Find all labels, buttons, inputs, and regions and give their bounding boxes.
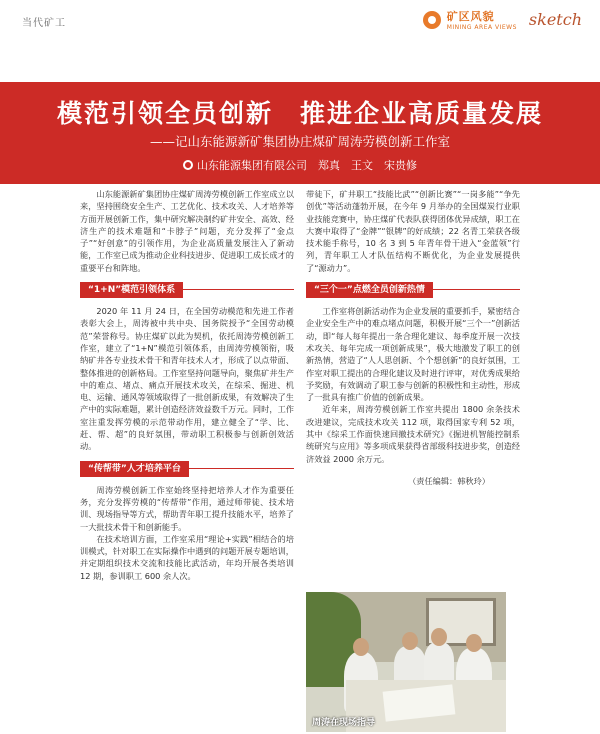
intro-paragraph: 山东能源新矿集团协庄煤矿周涛劳模创新工作室成立以来，坚持围绕安全生产、工艺优化、技术攻关、人才培养等方面开展创新工作，集中研究解决制约矿井安全、高效、经济生产的技术难题和“卡脖子”问题，充分发挥了“金点子”“好创意”的引领作用，为企业高质量发展注入了新动能，工作室已成为推动企业科技进步、促进职工成长成才的重要平台和阵地。 <box>80 189 294 273</box>
article-photo <box>306 592 506 732</box>
article-subtitle: ——记山东能源新矿集团协庄煤矿周涛劳模创新工作室 <box>149 134 450 149</box>
article-byline: 山东能源集团有限公司 郑真 王文 宋贵修 <box>0 157 600 173</box>
section-header-2 <box>80 461 294 477</box>
paragraph: 带徒下，矿井职工“技能比武”“创新比赛”“一岗多能”“争先创优”等活动蓬勃开展，在今年 9 月举办的全国煤炭行业职业技能竞赛中，协庄煤矿代表队获得团体优异成绩，职工在大赛中取得了“金牌”“银牌”的好成绩；22 名青工荣获各级技术能手称号，10 名 3 到 5 年青年骨干进入“金蓝领”行列，青年职工人才队伍结构不断优化，为企业发展提供了“源动力”。 <box>306 189 520 273</box>
photo-caption: 周涛在现场指导 <box>312 718 376 728</box>
paragraph: 近年来，周涛劳模创新工作室共提出 1800 余条技术改进建议，完成技术攻关 112 项，取得国家专利 52 项，其中《综采工作面快速回撤技术研究》《掘进机智能控制系统研究与应用》等多项成果获得省部级科技进步奖，创造经济效益 2000 余万元。 <box>306 404 520 464</box>
paragraph: 周涛劳模创新工作室始终坚持把培养人才作为重要任务，充分发挥劳模的“传帮带”作用，通过师带徒、技术培训、现场指导等方式，帮助青年职工提升技能水平，培养了一大批技术骨干和创新能手。 <box>80 484 294 532</box>
byline-icon <box>183 160 193 170</box>
brand-script-logo: sketch <box>528 10 582 29</box>
section-title-2: “传帮带”人才培养平台 <box>80 461 189 477</box>
paragraph: 2020 年 11 月 24 日，在全国劳动模范和先进工作者表彰大会上，周涛被中共中央、国务院授予“全国劳动模范”荣誉称号。协庄煤矿以此为契机，依托周涛劳模创新工作室，建立了“1+N”模范引领体系，由周涛劳模领衔，吸纳矿井各专业技术骨干和青年技术人才，形成了以点带面、整体推进的创新格局。工作室坚持问题导向，聚焦矿井生产中的难点、堵点、痛点开展技术攻关，在综采、掘进、机电、运输、通风等领域取得了一批创新成果，有效解决了生产中的实际难题，累计创造经济效益数千万元。同时，工作室注重发挥劳模的示范带动作用，建立健全了“学、比、赶、帮、超”的良好氛围，带动职工积极参与创新创效活动。 <box>80 306 294 452</box>
right-column <box>306 188 520 487</box>
page-header <box>0 0 600 46</box>
title-banner <box>0 82 600 184</box>
left-column <box>80 188 294 582</box>
section-title-1: “1+N”模范引领体系 <box>80 282 183 298</box>
magazine-name: 当代矿工 <box>22 18 66 29</box>
paragraph: 工作室将创新活动作为企业发展的重要抓手，紧密结合企业安全生产中的难点堵点问题，积极开展“三个一”创新活动，即“每人每年提出一条合理化建议、每季度开展一次技术攻关、每年完成一项创新成果”，极大地激发了职工的创新热情，营造了“人人思创新、个个想创新”的良好氛围，工作室对职工提出的合理化建议及时进行评审，对优秀成果给予奖励，有效调动了职工参与创新的积极性和主动性，形成了一批具有推广价值的创新成果。 <box>306 306 520 403</box>
brand-logo-icon <box>423 11 441 29</box>
paragraph: 在技术培训方面，工作室采用“理论+实践”相结合的培训模式，针对职工在实际操作中遇到的问题开展专题培训，并定期组织技术交流和技能比武活动，年均开展各类培训 12 期，参训职工 600 余人次。 <box>80 533 294 581</box>
editor-credit: （责任编辑：韩秋玲） <box>408 475 490 486</box>
section-header-1 <box>80 282 294 298</box>
column-brand <box>423 8 582 31</box>
section-title-3: “三个一”点燃全员创新热情 <box>306 282 433 298</box>
column-name-en: MINING AREA VIEWS <box>446 24 517 31</box>
section-header-3 <box>306 282 520 298</box>
article-title: 模范引领全员创新 推进企业高质量发展 <box>56 99 543 128</box>
column-name: 矿区风貌 <box>446 10 495 23</box>
